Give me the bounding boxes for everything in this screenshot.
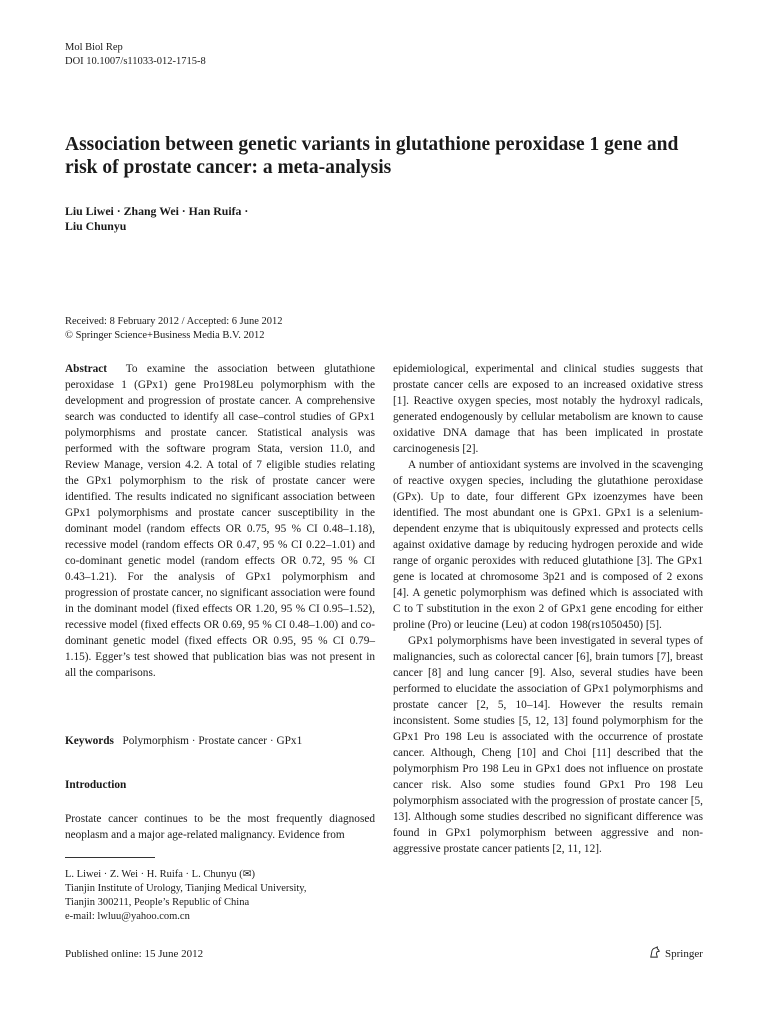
publisher-logo (648, 946, 703, 962)
journal-name: Mol Biol Rep (65, 42, 123, 53)
copyright: © Springer Science+Business Media B.V. 2012 (65, 330, 265, 341)
published-online: Published online: 15 June 2012 (65, 948, 204, 960)
affiliation-names: L. Liwei · Z. Wei · H. Ruifa · L. Chunyu (✉) (65, 869, 256, 880)
authors (65, 204, 365, 234)
affiliation-email: e-mail: lwluu@yahoo.com.cn (65, 911, 190, 922)
keywords-label: Keywords (65, 735, 114, 747)
abstract-text: To examine the association between glutathione peroxidase 1 (GPx1) gene Pro198Leu polymorphism with the development and progression of prostate cancer. A comprehensive search was conducted to identify all case–control studies of GPx1 polymorphisms and prostate cancer. Statistical analysis was performed with the software program Stata, version 11.0, and Review Manage, version 4.2. A total of 7 eligible studies relating the GPx1 polymorphism to the risk of prostate cancer were identified. The results indicated no significant association between GPx1 polymorphisms and prostate cancer susceptibility in the dominant model (random effects OR 0.75, 95 % CI 0.48–1.18), recessive model (random effects OR 0.47, 95 % CI 0.22–1.01) and co-dominant genetic model (random effects OR 0.72, 95 % CI 0.43–1.21). For the analysis of GPx1 polymorphism and progression of prostate cancer, no significant association were found in the dominant model (fixed effects OR 1.20, 95 % CI 0.95–1.52), recessive model (fixed effects OR 0.69, 95 % CI 0.48–1.00) and co-dominant genetic model (fixed effects OR 0.95, 95 % CI 0.79–1.15). Egger’s test showed that publication bias was not present in all the comparisons. (65, 363, 375, 679)
keywords (65, 733, 375, 749)
publisher-name: Springer (665, 948, 703, 960)
affiliation (65, 868, 375, 924)
springer-horse-icon (648, 946, 661, 962)
publication-dates (65, 315, 283, 343)
right-column (393, 361, 703, 857)
doi: DOI 10.1007/s11033-012-1715-8 (65, 56, 206, 67)
keywords-text: Polymorphism · Prostate cancer · GPx1 (122, 735, 303, 747)
introduction-heading: Introduction (65, 779, 127, 791)
authors-line-2: Liu Chunyu (65, 219, 127, 233)
introduction-text: Prostate cancer continues to be the most frequently diagnosed neoplasm and a major age-related malignancy. Evidence from (65, 813, 375, 841)
footnote-divider (65, 857, 155, 858)
paragraph-3: GPx1 polymorphisms have been investigated in several types of malignancies, such as colorectal cancer [6], brain tumors [7], breast cancer [8] and lung cancer [9]. Also, several studies have been performed to elucidate the association of GPx1 polymorphisms and prostate cancer [2, 5, 10–14]. However the results remain inconsistent. Some studies [5, 12, 13] found polymorphism for the GPx1 Pro 198 Leu is associated with the occurrence of prostate cancer. Although, Cheng [10] and Choi [11] described that the polymorphism Pro 198 Leu in GPx1 does not influence on prostate cancer risk. Also some studies found GPx1 Pro 198 Leu polymorphism associated with the progression of prostate cancer [5, 13]. Although some studies described no significant difference was found in GPx1 polymorphism between aggressive and non-aggressive prostate cancer patients [2, 11, 12]. (393, 635, 703, 855)
abstract (65, 361, 375, 681)
paper-title: Association between genetic variants in glutathione peroxidase 1 gene and risk of prostate cancer: a meta-analysis (65, 134, 679, 178)
affiliation-address: Tianjin 300211, People’s Republic of China (65, 897, 250, 908)
paragraph-1: epidemiological, experimental and clinical studies suggests that prostate cancer cells are exposed to an increased oxidative stress [1]. Reactive oxygen species, most notably the hydroxyl radicals, generated endogenously by cellular metabolism are known to cause oxidative DNA damage that has been implicated in prostate carcinogenesis [2]. (393, 363, 703, 455)
received-accepted: Received: 8 February 2012 / Accepted: 6 June 2012 (65, 316, 283, 327)
affiliation-institute: Tianjin Institute of Urology, Tianjing Medical University, (65, 883, 307, 894)
authors-line-1: Liu Liwei · Zhang Wei · Han Ruifa · (65, 204, 249, 218)
abstract-label: Abstract (65, 363, 108, 375)
paragraph-2: A number of antioxidant systems are involved in the scavenging of reactive oxygen species, including the glutathione peroxidase (GPx). Up to date, four different GPx izoenzymes have been identified. The most abundant one is GPx1. GPx1 is a selenium-dependent enzyme that is ubiquitously expressed and protects cells against oxidative damage by reducing hydrogen peroxide and wide range of organic peroxides with reduced glutathione [3]. The GPx1 gene is located at chromosome 3p21 and is composed of 2 exons [4]. A genetic polymorphism was defined which is associated with C to T substitution in the exon 2 of GPx1 gene encoding for either proline (Pro) or leucine (Leu) at codon 198(rs1050450) [5]. (393, 459, 703, 631)
journal-header (65, 41, 206, 69)
